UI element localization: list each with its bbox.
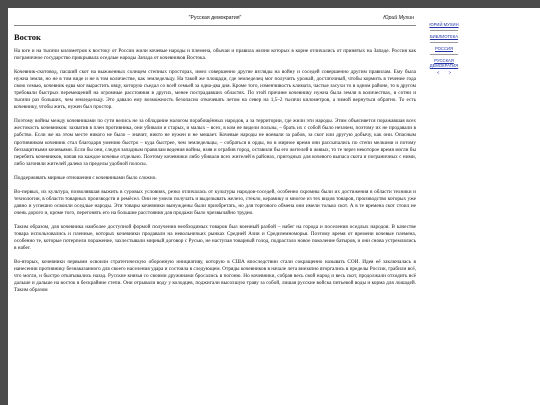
article-body xyxy=(14,48,416,294)
pager xyxy=(426,70,462,75)
divider xyxy=(430,29,458,31)
article-panel xyxy=(8,8,422,405)
paragraph: Кочевник-скотовод, пасший скот на выжженных солнцем степных просторах, имел совершенно другие взгляды на войну и соседей совершенно другим правилам. Ему была нужна земля, но не в том виде и не в том количестве, как земледельцу. На такой же площади, где земледелец мог получить урожай, достаточный, чтобы кормить в течение года свою семью, кочевник едва мог вырастить овцу, которую съедал со всей семьей за одна-два дня. Кроме того, изменчивость климата, частые засухи то в одном районе, то в другом требовали быстрых перемещений на огромные расстояния в других, менее пострадавших областях. По этой причине кочевнику нужна была земля в количествах, в сотни и тысячи раз больших, чем земледельцу. Это давало ему возможность безопасно откочевать летом на север на 1,5–2 тысячи километров, а зимой вернуться обратно. То есть кочевнику, чтобы жить, нужен был простор. xyxy=(14,69,416,111)
article-title: Восток xyxy=(14,32,41,42)
publication-name: "Русская демократия" xyxy=(188,15,242,21)
divider xyxy=(430,41,458,43)
next-page-link[interactable]: > xyxy=(448,70,452,75)
author-name: Юрий Мухин xyxy=(383,15,414,21)
prev-page-link[interactable]: < xyxy=(436,70,440,75)
paragraph: Поэтому войны между кочевниками по сути велись не за обладание налогом порабощённых народов, а за территории, где жили эти народы. Этим объясняется поражавшая всех жестокость кочевников: захватив в плен противника, они убивали и старых, и малых – всех, в ком не видели пользы, – брать их с собой было незачем, поэтому их не продавали в рабство. Если же на этом месте никого не было – значит, никто не нужен и не мешает. Кочевые народы не воевали за рабов, за скот или другую добычу, как они. Опасным противником кочевник стал благодаря умению быстро – куда быстрее, чем земледельцы, – собраться в орды, но в мирное время они рассыпались по степи мелкими и потому беззащитными кочевьями. Если бы они, следуя западным правилам ведения войны, взяв и ограбив город, оставили бы его жителей в живых, то те через некоторое время могли бы перебить кочевников, напав на каждое кочевье отдельно. Поэтому кочевники либо убивали всех жителей в районах, пригодных для кочевого выпаса скота и пограничных с ними, либо загоняли жителей далеко за пределы удобной полосы. xyxy=(14,118,416,167)
sidebar xyxy=(422,8,540,405)
article-header xyxy=(14,13,416,26)
nav-link-russian-democracy[interactable]: РУССКАЯ ДЕМОКРАТИЯ xyxy=(429,58,459,68)
paragraph: Поддерживать мирные отношения с кочевниками было сложно. xyxy=(14,174,157,181)
paragraph: На юге и на тысячи километров к востоку от России жили кочевые народы и племена, обычаи и правила жизни которых в корне отличались от принятых на Западе. Россия как пограничное государство прикрывала оседлые народы Запада от кочевников Востока. xyxy=(14,48,416,62)
divider xyxy=(430,53,458,55)
nav-link-author[interactable]: ЮРИЙ МУХИН xyxy=(429,22,459,27)
paragraph: Во-вторых, кочевники первыми освоили стратегическую оборонную инициативу, которую в США впоследствии стали сокращенно называть СОИ. Идея её заключалась в нанесении противнику безнаказанного для своего населения удара и состояла в следующем. Отряды кочевников в начале лета внезапно вторгались в пределы России, грабили всё, что могли, и быстро откатывались назад. Русские князья со своими дружинами бросались в погоню. Но кочевники, собрав весь свой народ и весь скот, продолжали отходить всё дальше и дальше на восток в бескрайние степи. Они отрывали воду у колодцев, поджигали высохшую траву за собой, лишая русские войска питьевой воды и корма для лошадей. Таким образом xyxy=(14,259,416,294)
paragraph: Таким образом, для кочевника наиболее доступной формой получения необходимых товаров был военный разбой – набег на города и поселения оседлых народов. В качестве товара использовались и пленные, которых кочевники продавали на невольничьих рынках Средней Азии и Средиземноморья. Поэтому время от времени кочевые племена, особенно те, которые потерпели поражение, захлестывали мирный договор с Русью, не наступая товарный голод, подрастало новое поколение батыров, и они снова устремлялись в набег. xyxy=(14,223,416,252)
paragraph: Во-первых, их культура, позволявшая выжить в суровых условиях, резко отличалась от культуры народов-соседей, особенно скромны были их достижения в области техники и технологии, в области товарных производств и ремёсел. Они не умели получать и выделывать железо, стекло, керамику и многое из тех видов товаров, производство которых уже давно и успешно освоили оседлые народы. Эти товары кочевники вынуждены были приобретать, но для торгового обмена они имели только скот. А в те времена скот стоил не очень дорого и, кроме того, перегонять его на большие расстояния для продажи было чрезвычайно трудно. xyxy=(14,188,416,216)
nav-link-russia[interactable]: РОССИЯ xyxy=(434,46,454,51)
sidebar-nav xyxy=(426,22,462,75)
nav-link-library[interactable]: БИБЛИОТЕКА xyxy=(429,34,459,39)
